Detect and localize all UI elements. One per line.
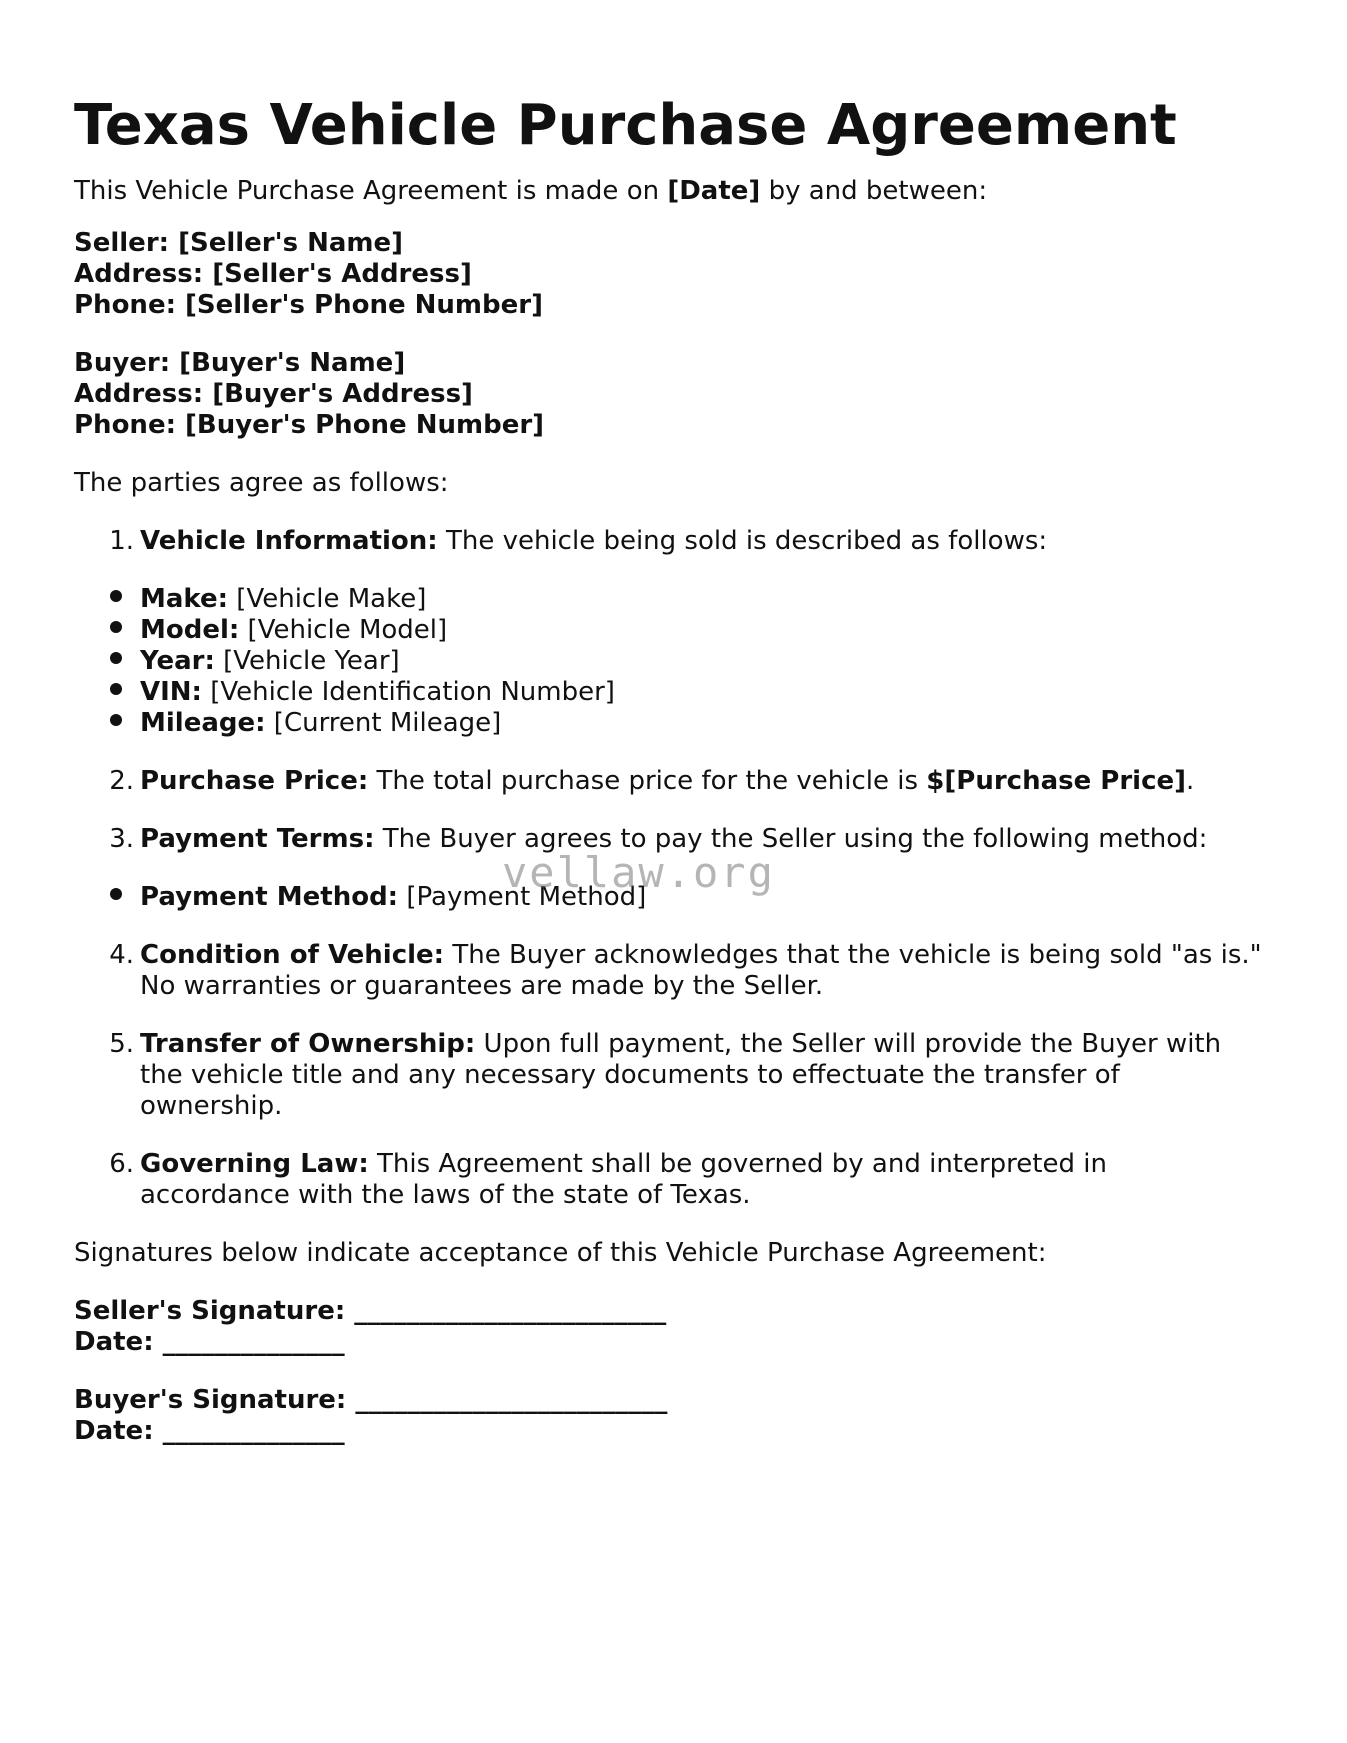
- bullet-icon: [110, 621, 122, 633]
- seller-date-line: Date: ______________: [74, 1327, 345, 1357]
- watermark-text: vellaw.org: [502, 848, 775, 897]
- buyer-signature-line: Buyer's Signature: ________________________: [74, 1385, 668, 1415]
- signatures-intro: Signatures below indicate acceptance of this Vehicle Purchase Agreement:: [74, 1238, 1047, 1268]
- intro-paragraph: This Vehicle Purchase Agreement is made on [Date] by and between:: [74, 176, 988, 206]
- bullet-icon: [110, 888, 122, 900]
- bullet-icon: [110, 683, 122, 695]
- seller-address: Address: [Seller's Address]: [74, 259, 472, 289]
- buyer-name: Buyer: [Buyer's Name]: [74, 348, 406, 378]
- bullet-icon: [110, 652, 122, 664]
- bullet-icon: [110, 714, 122, 726]
- bullet-icon: [110, 590, 122, 602]
- buyer-phone: Phone: [Buyer's Phone Number]: [74, 410, 545, 440]
- seller-name: Seller: [Seller's Name]: [74, 228, 404, 258]
- page-title: Texas Vehicle Purchase Agreement: [74, 93, 1177, 158]
- seller-signature-line: Seller's Signature: ________________________: [74, 1296, 667, 1326]
- date-placeholder: [Date]: [667, 176, 761, 206]
- buyer-address: Address: [Buyer's Address]: [74, 379, 473, 409]
- agree-text: The parties agree as follows:: [74, 468, 449, 498]
- price-placeholder: $[Purchase Price]: [926, 766, 1187, 796]
- buyer-date-line: Date: ______________: [74, 1416, 345, 1446]
- seller-phone: Phone: [Seller's Phone Number]: [74, 290, 543, 320]
